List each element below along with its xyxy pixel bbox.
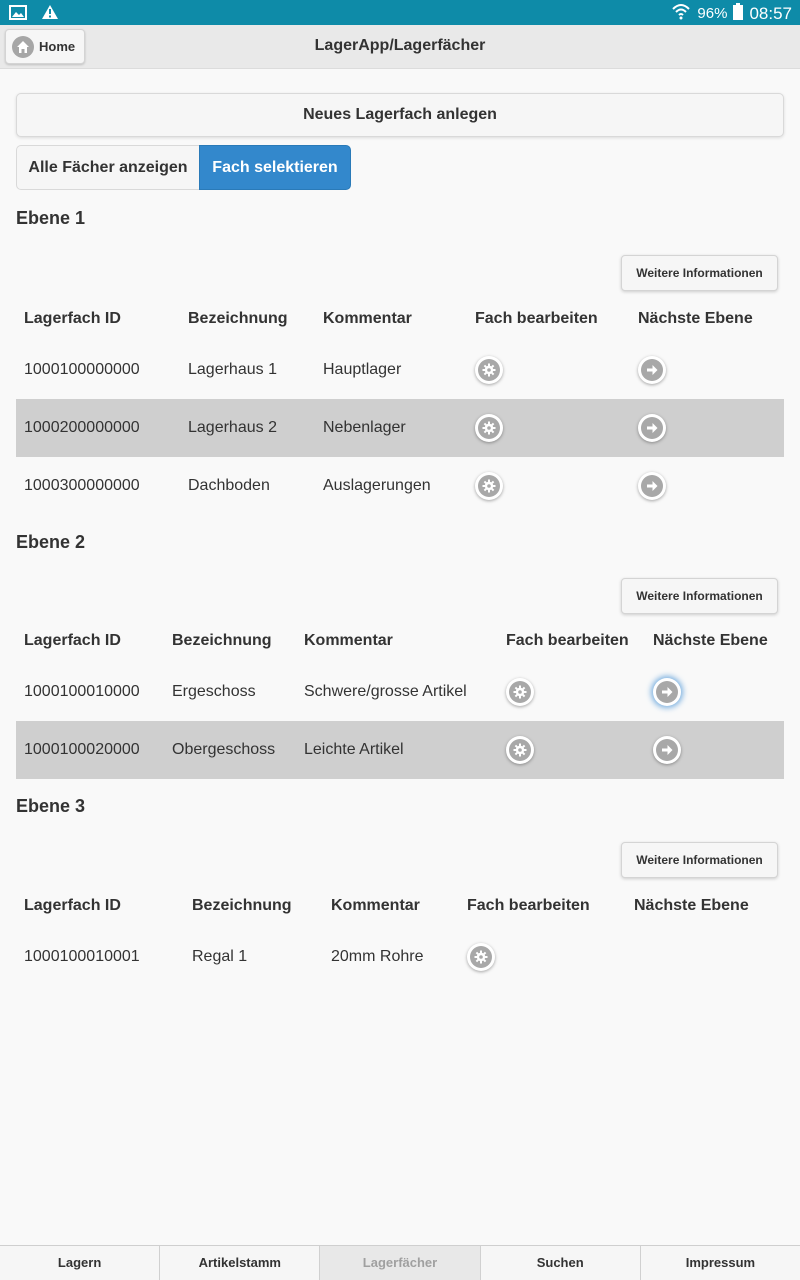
level-3-info-button[interactable]: Weitere Informationen [621, 842, 778, 878]
table-row [16, 663, 784, 721]
cell-id: 1000100010001 [24, 948, 140, 965]
nav-lagerfaecher[interactable]: Lagerfächer [320, 1246, 480, 1280]
level-1-title: Ebene 1 [16, 208, 86, 228]
table-row [16, 457, 784, 515]
col-header-next: Nächste Ebene [634, 897, 749, 914]
cell-id: 1000300000000 [24, 477, 140, 494]
col-header-id: Lagerfach ID [24, 897, 121, 914]
cell-comment: 20mm Rohre [331, 948, 424, 965]
gear-icon [470, 946, 492, 968]
bottom-navbar [0, 1245, 800, 1280]
arrow-right-icon [656, 739, 678, 761]
page-title: LagerApp/Lagerfächer [314, 37, 486, 54]
arrow-right-icon [641, 475, 663, 497]
level-3-title: Ebene 3 [16, 796, 86, 816]
col-header-id: Lagerfach ID [24, 632, 121, 649]
edit-bin-button[interactable] [475, 356, 503, 384]
cell-name: Lagerhaus 2 [180, 399, 315, 457]
edit-bin-button[interactable] [506, 678, 534, 706]
battery-percent: 96% [697, 5, 728, 22]
next-level-button[interactable] [653, 678, 681, 706]
col-header-next: Nächste Ebene [653, 632, 768, 649]
cell-id: 1000200000000 [16, 399, 180, 457]
cell-comment: Schwere/grosse Artikel [304, 683, 467, 700]
table-row [16, 399, 784, 457]
cell-id: 1000100020000 [16, 721, 164, 779]
wifi-icon [671, 2, 691, 25]
col-header-name: Bezeichnung [192, 897, 292, 914]
next-level-button[interactable] [638, 356, 666, 384]
level-2-title: Ebene 2 [16, 532, 86, 552]
select-bin-button[interactable]: Fach selektieren [199, 145, 351, 190]
nav-impressum[interactable]: Impressum [641, 1246, 800, 1280]
table-header-row [16, 297, 784, 341]
level-2-info-button[interactable]: Weitere Informationen [621, 578, 778, 614]
col-header-id: Lagerfach ID [24, 310, 121, 327]
next-level-button[interactable] [638, 472, 666, 500]
next-level-button[interactable] [653, 736, 681, 764]
table-row [16, 928, 784, 986]
cell-name: Ergeschoss [172, 683, 256, 700]
cell-id: 1000100000000 [24, 361, 140, 378]
show-all-button[interactable]: Alle Fächer anzeigen [16, 145, 199, 190]
arrow-right-icon [656, 681, 678, 703]
table-header-row [16, 619, 784, 663]
gear-icon [478, 417, 500, 439]
view-toggle [16, 145, 351, 190]
col-header-edit: Fach bearbeiten [506, 632, 629, 649]
edit-bin-button[interactable] [475, 472, 503, 500]
app-header [0, 25, 800, 69]
gear-icon [509, 739, 531, 761]
cell-name: Lagerhaus 1 [188, 361, 277, 378]
cell-name: Obergeschoss [164, 721, 296, 779]
arrow-right-icon [641, 359, 663, 381]
col-header-comment: Kommentar [331, 897, 420, 914]
edit-bin-button[interactable] [467, 943, 495, 971]
cell-id: 1000100010000 [24, 683, 140, 700]
cell-comment: Nebenlager [315, 399, 467, 457]
battery-icon [733, 3, 743, 25]
edit-bin-button[interactable] [475, 414, 503, 442]
level-1-info-button[interactable]: Weitere Informationen [621, 255, 778, 291]
level-1-table [16, 297, 784, 515]
cell-comment: Auslagerungen [323, 477, 431, 494]
nav-lagern[interactable]: Lagern [0, 1246, 160, 1280]
edit-bin-button[interactable] [506, 736, 534, 764]
next-level-button[interactable] [638, 414, 666, 442]
gear-icon [509, 681, 531, 703]
cell-name: Regal 1 [192, 948, 248, 965]
table-header-row [16, 884, 784, 928]
col-header-comment: Kommentar [323, 310, 412, 327]
cell-name: Dachboden [188, 477, 270, 494]
warning-icon [41, 4, 59, 25]
table-row [16, 721, 784, 779]
col-header-next: Nächste Ebene [638, 310, 753, 327]
gear-icon [478, 475, 500, 497]
home-label: Home [39, 39, 76, 54]
status-bar [0, 0, 800, 25]
col-header-name: Bezeichnung [188, 310, 288, 327]
arrow-right-icon [641, 417, 663, 439]
col-header-name: Bezeichnung [172, 632, 272, 649]
col-header-edit: Fach bearbeiten [467, 897, 590, 914]
nav-suchen[interactable]: Suchen [481, 1246, 641, 1280]
col-header-comment: Kommentar [304, 632, 393, 649]
new-bin-button[interactable]: Neues Lagerfach anlegen [16, 93, 784, 137]
cell-comment: Hauptlager [323, 361, 402, 378]
level-2-table [16, 619, 784, 779]
nav-artikelstamm[interactable]: Artikelstamm [160, 1246, 320, 1280]
col-header-edit: Fach bearbeiten [475, 310, 598, 327]
level-3-table [16, 884, 784, 986]
clock: 08:57 [749, 3, 792, 23]
cell-comment: Leichte Artikel [296, 721, 498, 779]
table-row [16, 341, 784, 399]
gear-icon [478, 359, 500, 381]
image-icon [9, 5, 27, 25]
